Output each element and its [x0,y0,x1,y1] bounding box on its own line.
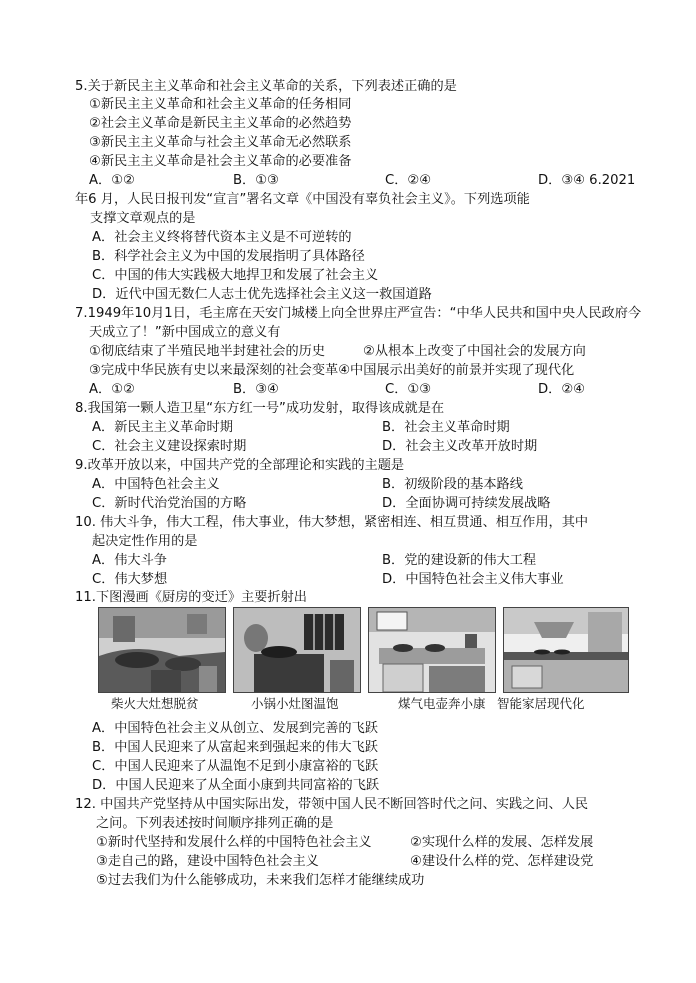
q11-option-a: A．中国特色社会主义从创立、发展到完善的飞跃 [92,721,378,736]
kitchen-small-stove-image [233,607,361,693]
q6-stem-line1: 年6 月，人民日报刊发“宣言”署名文章《中国没有辜负社会主义》。下列选项能 [75,192,530,207]
q12-item-1: ①新时代坚持和发展什么样的中国特色社会主义 [96,835,372,850]
q6-option-a: A．社会主义终将替代资本主义是不可逆转的 [92,230,352,245]
q6-option-d: D．近代中国无数仁人志士优先选择社会主义这一救国道路 [92,287,432,302]
q5-item-2: ②社会主义革命是新民主主义革命的必然趋势 [89,116,352,131]
q11-option-d: D．中国人民迎来了从全面小康到共同富裕的飞跃 [92,778,380,793]
q11-stem: 11.下图漫画《厨房的变迁》主要折射出 [75,590,307,605]
q7-item-1: ①彻底结束了半殖民地半封建社会的历史 [89,344,326,359]
q9-option-b: B．初级阶段的基本路线 [382,477,523,492]
q5-option-a: A．①② [89,173,135,188]
q8-stem: 8.我国第一颗人造卫星“东方红一号”成功发射，取得该成就是在 [75,401,445,416]
q11-option-b: B．中国人民迎来了从富起来到强起来的伟大飞跃 [92,740,378,755]
q8-option-d: D．社会主义改革开放时期 [382,439,538,454]
q12-item-3: ③走自己的路，建设中国特色社会主义 [96,854,319,869]
q8-option-a: A．新民主主义革命时期 [92,420,233,435]
q6-option-c: C．中国的伟大实践极大地捍卫和发展了社会主义 [92,268,379,283]
q7-item-3-4: ③完成中华民族有史以来最深刻的社会变革④中国展示出美好的前景并实现了现代化 [89,363,575,378]
q7-option-d: D．②④ [538,382,585,397]
q7-option-b: B．③④ [233,382,279,397]
q11-option-c: C．中国人民迎来了从温饱不足到小康富裕的飞跃 [92,759,379,774]
q9-option-d: D．全面协调可持续发展战略 [382,496,551,511]
q7-stem-line2: 天成立了！”新中国成立的意义有 [89,325,281,340]
q9-option-c: C．新时代治党治国的方略 [92,496,247,511]
caption-firewood: 柴火大灶想脱贫 [111,696,199,711]
q5-item-4: ④新民主主义革命是社会主义革命的必要准备 [89,154,352,169]
q8-option-c: C．社会主义建设探索时期 [92,439,247,454]
q5-option-b: B．①③ [233,173,279,188]
q7-option-a: A．①② [89,382,135,397]
q7-option-c: C．①③ [385,382,432,397]
q8-option-b: B．社会主义革命时期 [382,420,510,435]
q12-stem-line1: 12. 中国共产党坚持从中国实际出发，带领中国人民不断回答时代之问、实践之问、人民 [75,797,589,812]
kitchen-smart-home-image [503,607,629,693]
q10-option-b: B．党的建设新的伟大工程 [382,553,537,568]
caption-gas-stove: 煤气电壶奔小康 [398,696,486,711]
q5-option-c: C．②④ [385,173,432,188]
q9-stem: 9.改革开放以来，中国共产党的全部理论和实践的主题是 [75,458,405,473]
q10-stem-line2: 起决定性作用的是 [92,534,198,549]
kitchen-gas-stove-image [368,607,496,693]
kitchen-firewood-stove-image [98,607,226,693]
q10-stem-line1: 10. 伟大斗争，伟大工程，伟大事业，伟大梦想，紧密相连、相互贯通、相互作用，其中 [75,515,589,530]
q5-item-3: ③新民主主义革命与社会主义革命无必然联系 [89,135,352,150]
q10-option-a: A．伟大斗争 [92,553,167,568]
q6-stem-line2: 支撑文章观点的是 [90,211,196,226]
q10-option-d: D．中国特色社会主义伟大事业 [382,572,564,587]
q5-option-d: D．③④ 6.2021 [538,173,636,188]
q9-option-a: A．中国特色社会主义 [92,477,220,492]
q12-item-5: ⑤过去我们为什么能够成功，未来我们怎样才能继续成功 [96,873,425,888]
q12-stem-line2: 之问。下列表述按时间顺序排列正确的是 [96,816,334,831]
q5-stem: 5.关于新民主主义革命和社会主义革命的关系，下列表述正确的是 [75,79,457,94]
q7-item-2: ②从根本上改变了中国社会的发展方向 [363,344,586,359]
q12-item-4: ④建设什么样的党、怎样建设党 [410,854,594,869]
q7-stem-line1: 7.1949年10月1日，毛主席在天安门城楼上向全世界庄严宣告：“中华人民共和国中央人民政府今 [75,306,642,321]
caption-smart-home: 智能家居现代化 [497,696,585,711]
q12-item-2: ②实现什么样的发展、怎样发展 [410,835,594,850]
caption-small-stove: 小锅小灶图温饱 [251,696,339,711]
q5-item-1: ①新民主主义革命和社会主义革命的任务相同 [89,97,352,112]
q10-option-c: C．伟大梦想 [92,572,168,587]
q6-option-b: B．科学社会主义为中国的发展指明了具体路径 [92,249,365,264]
